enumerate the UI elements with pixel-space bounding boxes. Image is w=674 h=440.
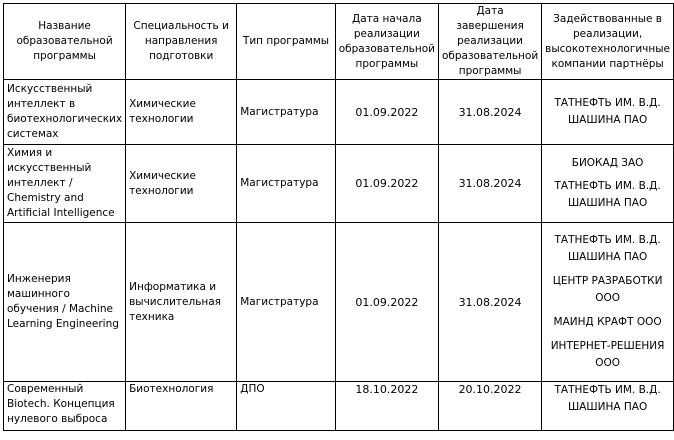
program-partners <box>542 382 674 431</box>
program-specialty: Химические технологии <box>126 80 237 145</box>
header-partners: Задействованные в реализации, высокотехнологичные компании партнёры <box>542 4 674 80</box>
program-type: ДПО <box>237 382 335 431</box>
partner-name: ТАТНЕФТЬ ИМ. В.Д. ШАШИНА ПАО <box>554 384 661 413</box>
program-name: Искусственный интеллект в биотехнологических системах <box>4 80 126 145</box>
program-type: Магистратура <box>237 223 335 382</box>
program-end-date: 31.08.2024 <box>438 80 541 145</box>
program-partners <box>542 80 674 145</box>
program-name: Инженерия машинного обучения / Machine Learning Engineering <box>4 223 126 382</box>
header-specialty: Специальность и направления подготовки <box>126 4 237 80</box>
program-start-date: 18.10.2022 <box>335 382 438 431</box>
table-row <box>4 80 674 145</box>
program-specialty: Биотехнология <box>126 382 237 431</box>
program-end-date: 31.08.2024 <box>438 145 541 223</box>
program-start-date: 01.09.2022 <box>335 145 438 223</box>
header-program-name: Название образовательной программы <box>4 4 126 80</box>
program-type: Магистратура <box>237 80 335 145</box>
partner-name: ИНТЕРНЕТ-РЕШЕНИЯ ООО <box>550 340 665 369</box>
program-end-date: 31.08.2024 <box>438 223 541 382</box>
table-row <box>4 145 674 223</box>
program-partners <box>542 145 674 223</box>
table-row <box>4 223 674 382</box>
header-program-type: Тип программы <box>237 4 335 80</box>
table-row <box>4 382 674 431</box>
programs-table <box>3 3 674 431</box>
partner-name: БИОКАД ЗАО <box>571 157 644 169</box>
program-type: Магистратура <box>237 145 335 223</box>
header-start-date: Дата начала реализации образовательной программы <box>335 4 438 80</box>
program-name: Современный Biotech. Концепция нулевого выброса <box>4 382 126 431</box>
partner-name: МАИНД КРАФТ ООО <box>553 316 662 328</box>
partner-name: ЦЕНТР РАЗРАБОТКИ ООО <box>552 275 663 304</box>
program-name: Химия и искусственный интеллект / Chemistry and Artificial Intelligence <box>4 145 126 223</box>
partner-name: ТАТНЕФТЬ ИМ. В.Д. ШАШИНА ПАО <box>554 234 661 263</box>
program-partners <box>542 223 674 382</box>
header-end-date: Дата завершения реализации образовательной программы <box>438 4 541 80</box>
partner-name: ТАТНЕФТЬ ИМ. В.Д. ШАШИНА ПАО <box>554 180 661 209</box>
program-end-date: 20.10.2022 <box>438 382 541 431</box>
program-specialty: Химические технологии <box>126 145 237 223</box>
program-start-date: 01.09.2022 <box>335 223 438 382</box>
program-start-date: 01.09.2022 <box>335 80 438 145</box>
table-header-row <box>4 4 674 80</box>
partner-name: ТАТНЕФТЬ ИМ. В.Д. ШАШИНА ПАО <box>554 97 661 126</box>
program-specialty: Информатика и вычислительная техника <box>126 223 237 382</box>
